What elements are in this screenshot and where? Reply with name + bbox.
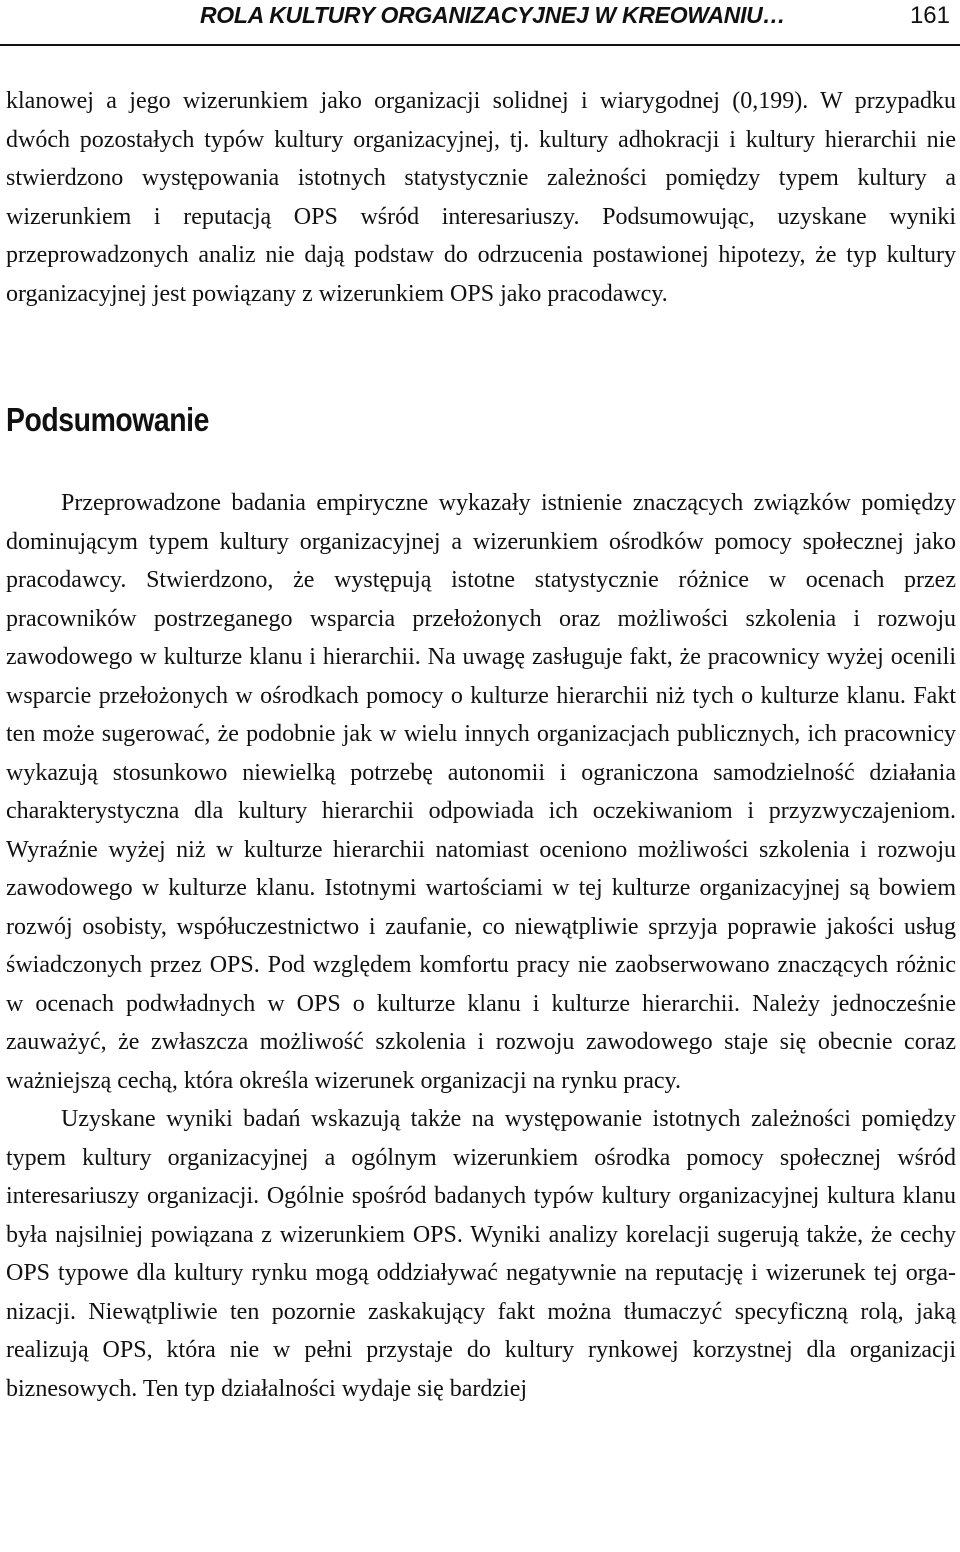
running-header (0, 0, 960, 46)
page-number: 161 (909, 2, 950, 29)
section-heading: Podsumowanie (6, 401, 210, 438)
paragraph: Przeprowadzone badania empiryczne wykazały istnienie znaczących związków pomiędzy dominującym typem kultury organizacyjnej a wizerunkiem ośrodków pomocy społecznej jako pracodawcy. Stwierdzono, że występują istotne statystycznie różnice w ocenach przez pracowników postrzeganego wsparcia przełożonych oraz możliwości szkolenia i rozwoju zawodowego w kulturze klanu i hierarchii. Na uwagę zasługuje fakt, że pracownicy wyżej ocenili wsparcie przełożonych w ośrodkach pomocy o kulturze hierarchii niż tych o kulturze klanu. Fakt ten może sugerować, że podobnie jak w wielu innych organizacjach publicznych, ich pracownicy wykazują stosunkowo niewielką potrzebę autonomii i ograniczona samodzielność działania charakterystyczna dla kultury hierarchii odpowiada ich oczekiwaniom i przyzwyczajeniom. Wyraźnie wyżej niż w kulturze hierarchii natomiast oceniono możliwości szkolenia i rozwoju zawodowego w kulturze klanu. Istotnymi wartościami w tej kulturze organizacyjnej są bowiem rozwój osobisty, współuczestnictwo i zaufanie, co niewątpliwie sprzyja poprawie jakości usług świadczonych przez OPS. Pod względem komfortu pracy nie zaobserwowano znaczących różnic w ocenach podwładnych w OPS o kulturze klanu i kulturze hierarchii. Należy jednocześnie zauważyć, że zwłaszcza możliwość szkolenia i rozwoju zawodowego staje się obecnie coraz ważniejszą cechą, która określa wizerunek organizacji na rynku pracy. (6, 490, 956, 1094)
text-block-summary (6, 484, 956, 1408)
running-title: ROLA KULTURY ORGANIZACYJNEJ W KREOWANIU… (200, 2, 786, 28)
text-block-continuation (6, 82, 956, 313)
paragraph: Uzyskane wyniki badań wskazują także na występowanie istotnych zależności pomiędzy typem kultury organizacyjnej a ogólnym wizerunkiem ośrodka pomocy społecznej wśród interesariuszy organizacji. Ogólnie spośród badanych typów kultury organizacyjnej kultura klanu była najsilniej powiązana z wizerunkiem OPS. Wyniki analizy korelacji sugerują także, że cechy OPS typowe dla kultury rynku mogą oddziaływać negatywnie na reputację i wizerunek tej organizacji. Niewątpliwie ten pozornie zaskakujący fakt można tłumaczyć specyficzną rolą, jaką realizują OPS, która nie w pełni przystaje do kultury rynkowej korzystnej dla organizacji biznesowych. Ten typ działalności wydaje się bardziej (6, 1106, 956, 1402)
paragraph: klanowej a jego wizerunkiem jako organizacji solidnej i wiarygodnej (0,199). W przypadku dwóch pozostałych typów kultury organizacyjnej, tj. kultury adhokracji i kultury hierarchii nie stwierdzono występowania istotnych statystycznie zależności pomiędzy typem kultury a wizerunkiem i reputacją OPS wśród interesariuszy. Podsumowując, uzyskane wyniki przeprowadzonych analiz nie dają podstaw do odrzucenia postawionej hipotezy, że typ kultury organizacyjnej jest powiązany z wizerunkiem OPS jako pracodawcy. (6, 88, 956, 307)
